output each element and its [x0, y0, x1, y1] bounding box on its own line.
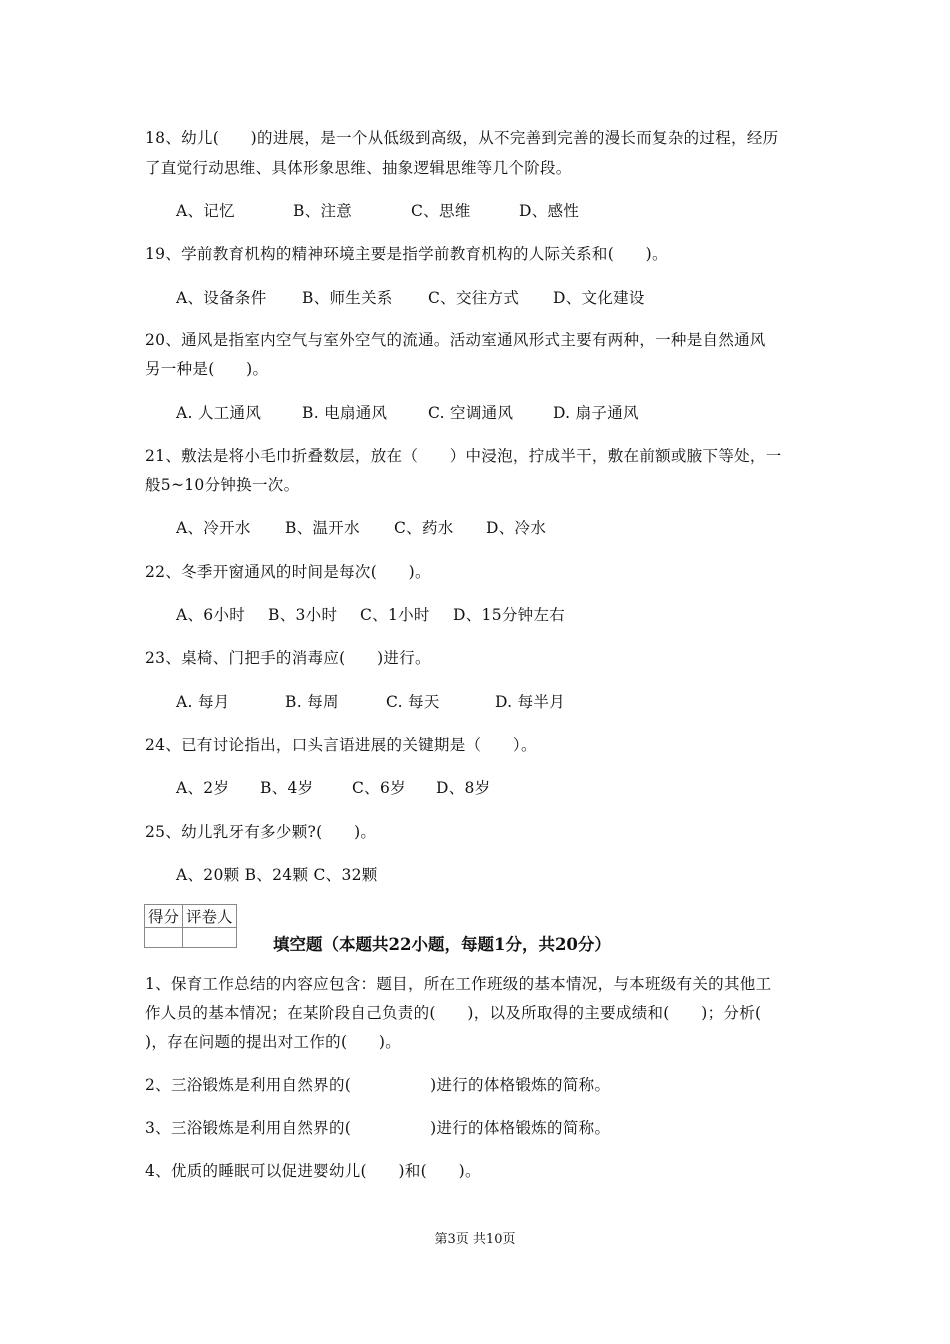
question-25-line-1: 25、幼儿乳牙有多少颗?( )。 — [145, 823, 377, 841]
question-18-option-d: D、感性 — [519, 202, 580, 220]
question-19-option-d: D、文化建设 — [553, 289, 645, 307]
question-22-option-b: B、3小时 — [268, 606, 338, 624]
question-22-line-1: 22、冬季开窗通风的时间是每次( )。 — [145, 563, 431, 581]
grader-cell — [183, 928, 237, 948]
fill-question-1-line-1: 1、保育工作总结的内容应包含：题目，所在工作班级的基本情况，与本班级有关的其他工 — [145, 975, 772, 993]
question-20-option-d: D. 扇子通风 — [553, 404, 639, 422]
question-24-option-b: B、4岁 — [260, 779, 314, 797]
question-20-option-a: A. 人工通风 — [176, 404, 262, 422]
question-23-option-b: B. 每周 — [285, 693, 339, 711]
question-20-option-c: C. 空调通风 — [428, 404, 514, 422]
question-21-option-a: A、冷开水 — [176, 519, 251, 537]
page-footer: 第3页 共10页 — [434, 1232, 516, 1247]
question-19-line-1: 19、学前教育机构的精神环境主要是指学前教育机构的人际关系和( )。 — [145, 245, 668, 263]
question-24-line-1: 24、已有讨论指出，口头言语进展的关键期是（ ）。 — [145, 736, 537, 754]
section-title: 填空题（本题共22小题，每题1分，共20分） — [273, 935, 611, 954]
question-23-option-c: C. 每天 — [386, 693, 440, 711]
score-label: 得分 — [145, 905, 183, 928]
question-19-option-c: C、交往方式 — [428, 289, 520, 307]
fill-question-1-line-3: )，存在问题的提出对工作的( )。 — [145, 1033, 402, 1051]
fill-question-2-line-1: 2、三浴锻炼是利用自然界的( )进行的体格锻炼的简称。 — [145, 1076, 611, 1094]
question-23-option-a: A. 每月 — [176, 693, 230, 711]
question-20-line-2: 另一种是( )。 — [145, 360, 269, 378]
question-22-option-a: A、6小时 — [176, 606, 246, 624]
score-cell — [145, 928, 183, 948]
fill-question-3-line-1: 3、三浴锻炼是利用自然界的( )进行的体格锻炼的简称。 — [145, 1119, 611, 1137]
question-24-option-c: C、6岁 — [352, 779, 406, 797]
question-18-line-2: 了直觉行动思维、具体形象思维、抽象逻辑思维等几个阶段。 — [145, 159, 572, 177]
score-box — [144, 904, 237, 948]
question-21-option-b: B、温开水 — [285, 519, 360, 537]
question-23-line-1: 23、桌椅、门把手的消毒应( )进行。 — [145, 649, 431, 667]
question-22-option-d: D、15分钟左右 — [453, 606, 566, 624]
question-19-option-a: A、设备条件 — [176, 289, 267, 307]
question-24-option-a: A、2岁 — [176, 779, 230, 797]
question-24-option-d: D、8岁 — [436, 779, 491, 797]
question-25-options: A、20颗 B、24颗 C、32颗 — [176, 866, 378, 884]
question-21-line-2: 般5~10分钟换一次。 — [145, 476, 300, 494]
question-18-line-1: 18、幼儿( )的进展，是一个从低级到高级，从不完善到完善的漫长而复杂的过程，经历 — [145, 129, 779, 147]
question-21-line-1: 21、敷法是将小毛巾折叠数层，放在（ ）中浸泡，拧成半干，敷在前额或腋下等处，一 — [145, 447, 782, 465]
question-20-line-1: 20、通风是指室内空气与室外空气的流通。活动室通风形式主要有两种，一种是自然通风 — [145, 331, 766, 349]
question-21-option-d: D、冷水 — [486, 519, 547, 537]
question-19-option-b: B、师生关系 — [302, 289, 393, 307]
question-20-option-b: B. 电扇通风 — [302, 404, 388, 422]
grader-label: 评卷人 — [183, 905, 237, 928]
question-21-option-c: C、药水 — [394, 519, 454, 537]
question-18-option-c: C、思维 — [411, 202, 471, 220]
question-18-option-a: A、记忆 — [176, 202, 235, 220]
question-18-option-b: B、注意 — [293, 202, 353, 220]
fill-question-1-line-2: 作人员的基本情况；在某阶段自己负责的( )，以及所取得的主要成绩和( )；分析( — [145, 1004, 762, 1022]
fill-question-4-line-1: 4、优质的睡眠可以促进婴幼儿( )和( )。 — [145, 1162, 481, 1180]
question-23-option-d: D. 每半月 — [495, 693, 566, 711]
question-22-option-c: C、1小时 — [360, 606, 430, 624]
